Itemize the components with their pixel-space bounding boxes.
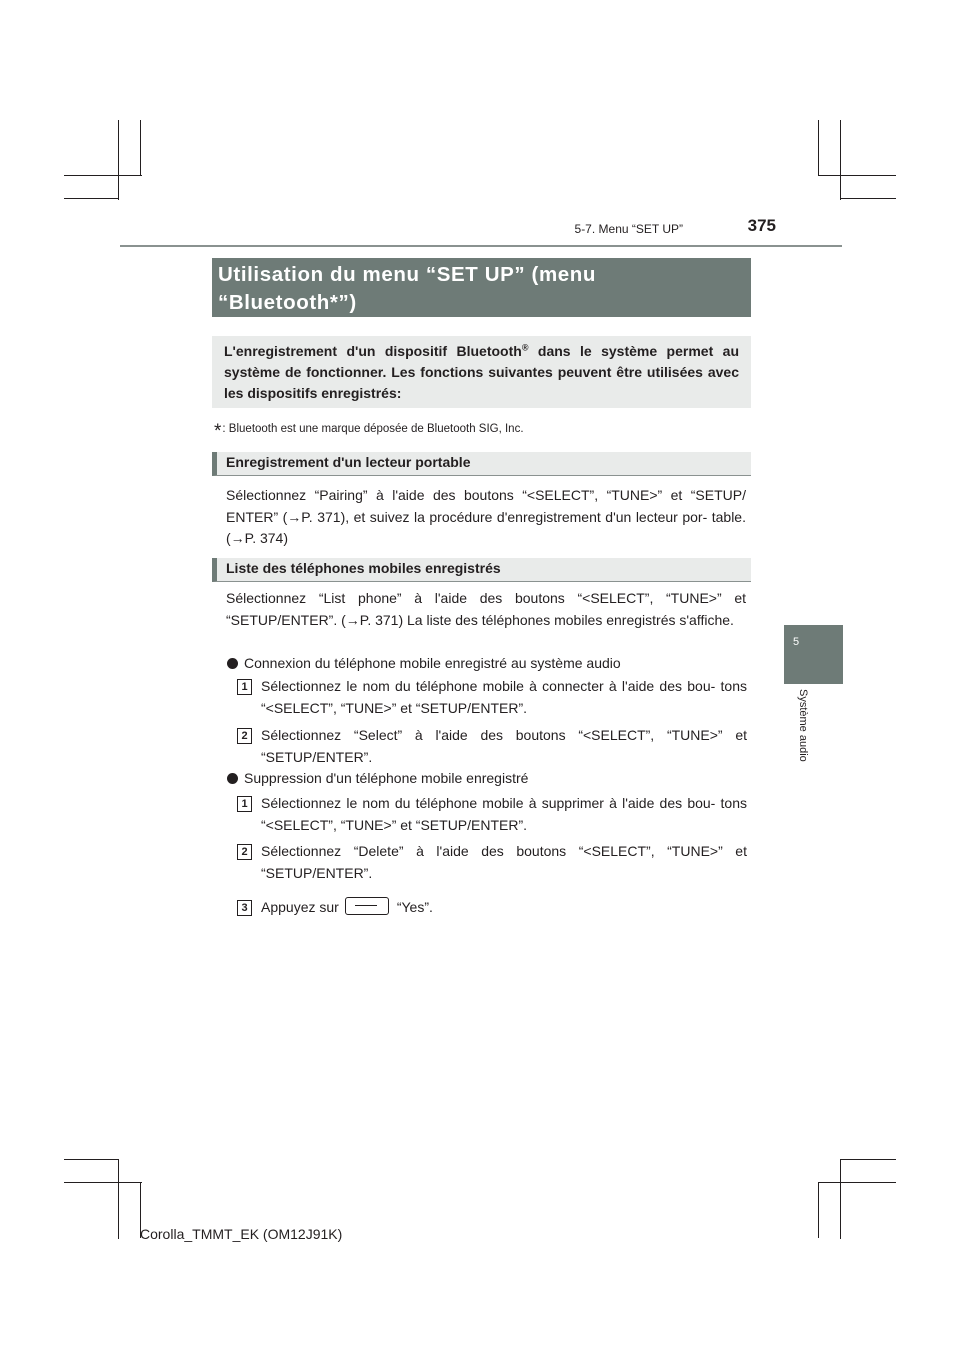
step-connect-2 [237, 725, 747, 768]
crop-mark [818, 120, 819, 175]
section-label: 5-7. Menu “SET UP” [574, 222, 683, 236]
crop-mark [64, 198, 119, 199]
step-text-before: Appuyez sur [261, 899, 339, 915]
page-title-line-1: Utilisation du menu “SET UP” (menu [218, 263, 597, 286]
step-text-after: “Yes”. [396, 899, 433, 915]
footnote-star: * [214, 421, 222, 442]
crop-mark [818, 1182, 819, 1238]
bullet-connect [226, 653, 746, 675]
header-rule [120, 245, 842, 247]
bullet-icon [227, 658, 238, 669]
footnote [214, 421, 754, 443]
step-number-badge: 1 [237, 679, 252, 695]
crop-mark [64, 1182, 142, 1183]
section-body-portable-player: Sélectionnez “Pairing” à l'aide des boutons “<SELECT”, “TUNE>” et “SETUP/ ENTER” (→P. 371), et suivez la procédure d'enregistrement d'un lecteur por- table. (→P. 374) [226, 487, 746, 546]
step-delete-2 [237, 841, 747, 884]
step-number-badge: 3 [237, 900, 252, 916]
bullet-delete [226, 768, 746, 790]
crop-mark [118, 1159, 119, 1239]
intro-text-1: L'enregistrement d'un dispositif Bluetooth [224, 343, 522, 359]
intro-text-2: dans le système permet au système de fonctionner. Les fonctions suivantes peuvent être utilisées avec les dispositifs enregistrés: [224, 343, 739, 401]
crop-mark [64, 175, 142, 176]
step-number-badge: 2 [237, 844, 252, 860]
crop-mark [818, 175, 896, 176]
intro-box [212, 336, 751, 408]
crop-mark [64, 1159, 119, 1160]
step-text [261, 897, 747, 919]
crop-mark [840, 198, 896, 199]
crop-mark [840, 120, 841, 200]
chapter-number: 5 [793, 636, 800, 648]
bullet-icon [227, 773, 238, 784]
page-number: 375 [747, 216, 776, 235]
chapter-title: Système audio [797, 689, 809, 762]
step-delete-3 [237, 897, 747, 919]
bullet-delete-text: Suppression d'un téléphone mobile enregistré [244, 770, 529, 786]
section-heading-registered-phones: Liste des téléphones mobiles enregistrés [212, 558, 751, 582]
bullet-connect-text: Connexion du téléphone mobile enregistré au système audio [244, 655, 621, 671]
step-delete-1 [237, 793, 747, 836]
crop-mark [140, 120, 141, 175]
crop-mark [118, 120, 119, 200]
page-title [212, 258, 751, 317]
step-text: Sélectionnez le nom du téléphone mobile à connecter à l'aide des bou- tons “<SELECT”, “TUNE>” et “SETUP/ENTER”. [261, 678, 747, 716]
footnote-text: : Bluetooth est une marque déposée de Bluetooth SIG, Inc. [222, 423, 524, 435]
crop-mark [818, 1182, 896, 1183]
registered-mark: ® [521, 342, 529, 353]
step-number-badge: 1 [237, 796, 252, 812]
footer-document-code: Corolla_TMMT_EK (OM12J91K) [140, 1226, 343, 1242]
step-text: Sélectionnez “Select” à l'aide des boutons “<SELECT”, “TUNE>” et “SETUP/ENTER”. [261, 727, 747, 765]
page-title-line-2: “Bluetooth*”) [218, 291, 357, 314]
chapter-tab [784, 625, 843, 684]
section-body-registered-phones: Sélectionnez “List phone” à l'aide des boutons “<SELECT”, “TUNE>” et “SETUP/ENTER”. (→P. 371) La liste des téléphones mobiles enregistrés s'affiche. [226, 590, 746, 628]
step-text: Sélectionnez le nom du téléphone mobile à supprimer à l'aide des bou- tons “<SELECT”, “TUNE>” et “SETUP/ENTER”. [261, 795, 747, 833]
section-heading-portable-player: Enregistrement d'un lecteur portable [212, 452, 751, 476]
step-connect-1 [237, 676, 747, 719]
step-text: Sélectionnez “Delete” à l'aide des boutons “<SELECT”, “TUNE>” et “SETUP/ENTER”. [261, 843, 747, 881]
phone-button-icon [345, 897, 389, 915]
crop-mark [840, 1159, 841, 1239]
step-number-badge: 2 [237, 728, 252, 744]
crop-mark [840, 1159, 896, 1160]
